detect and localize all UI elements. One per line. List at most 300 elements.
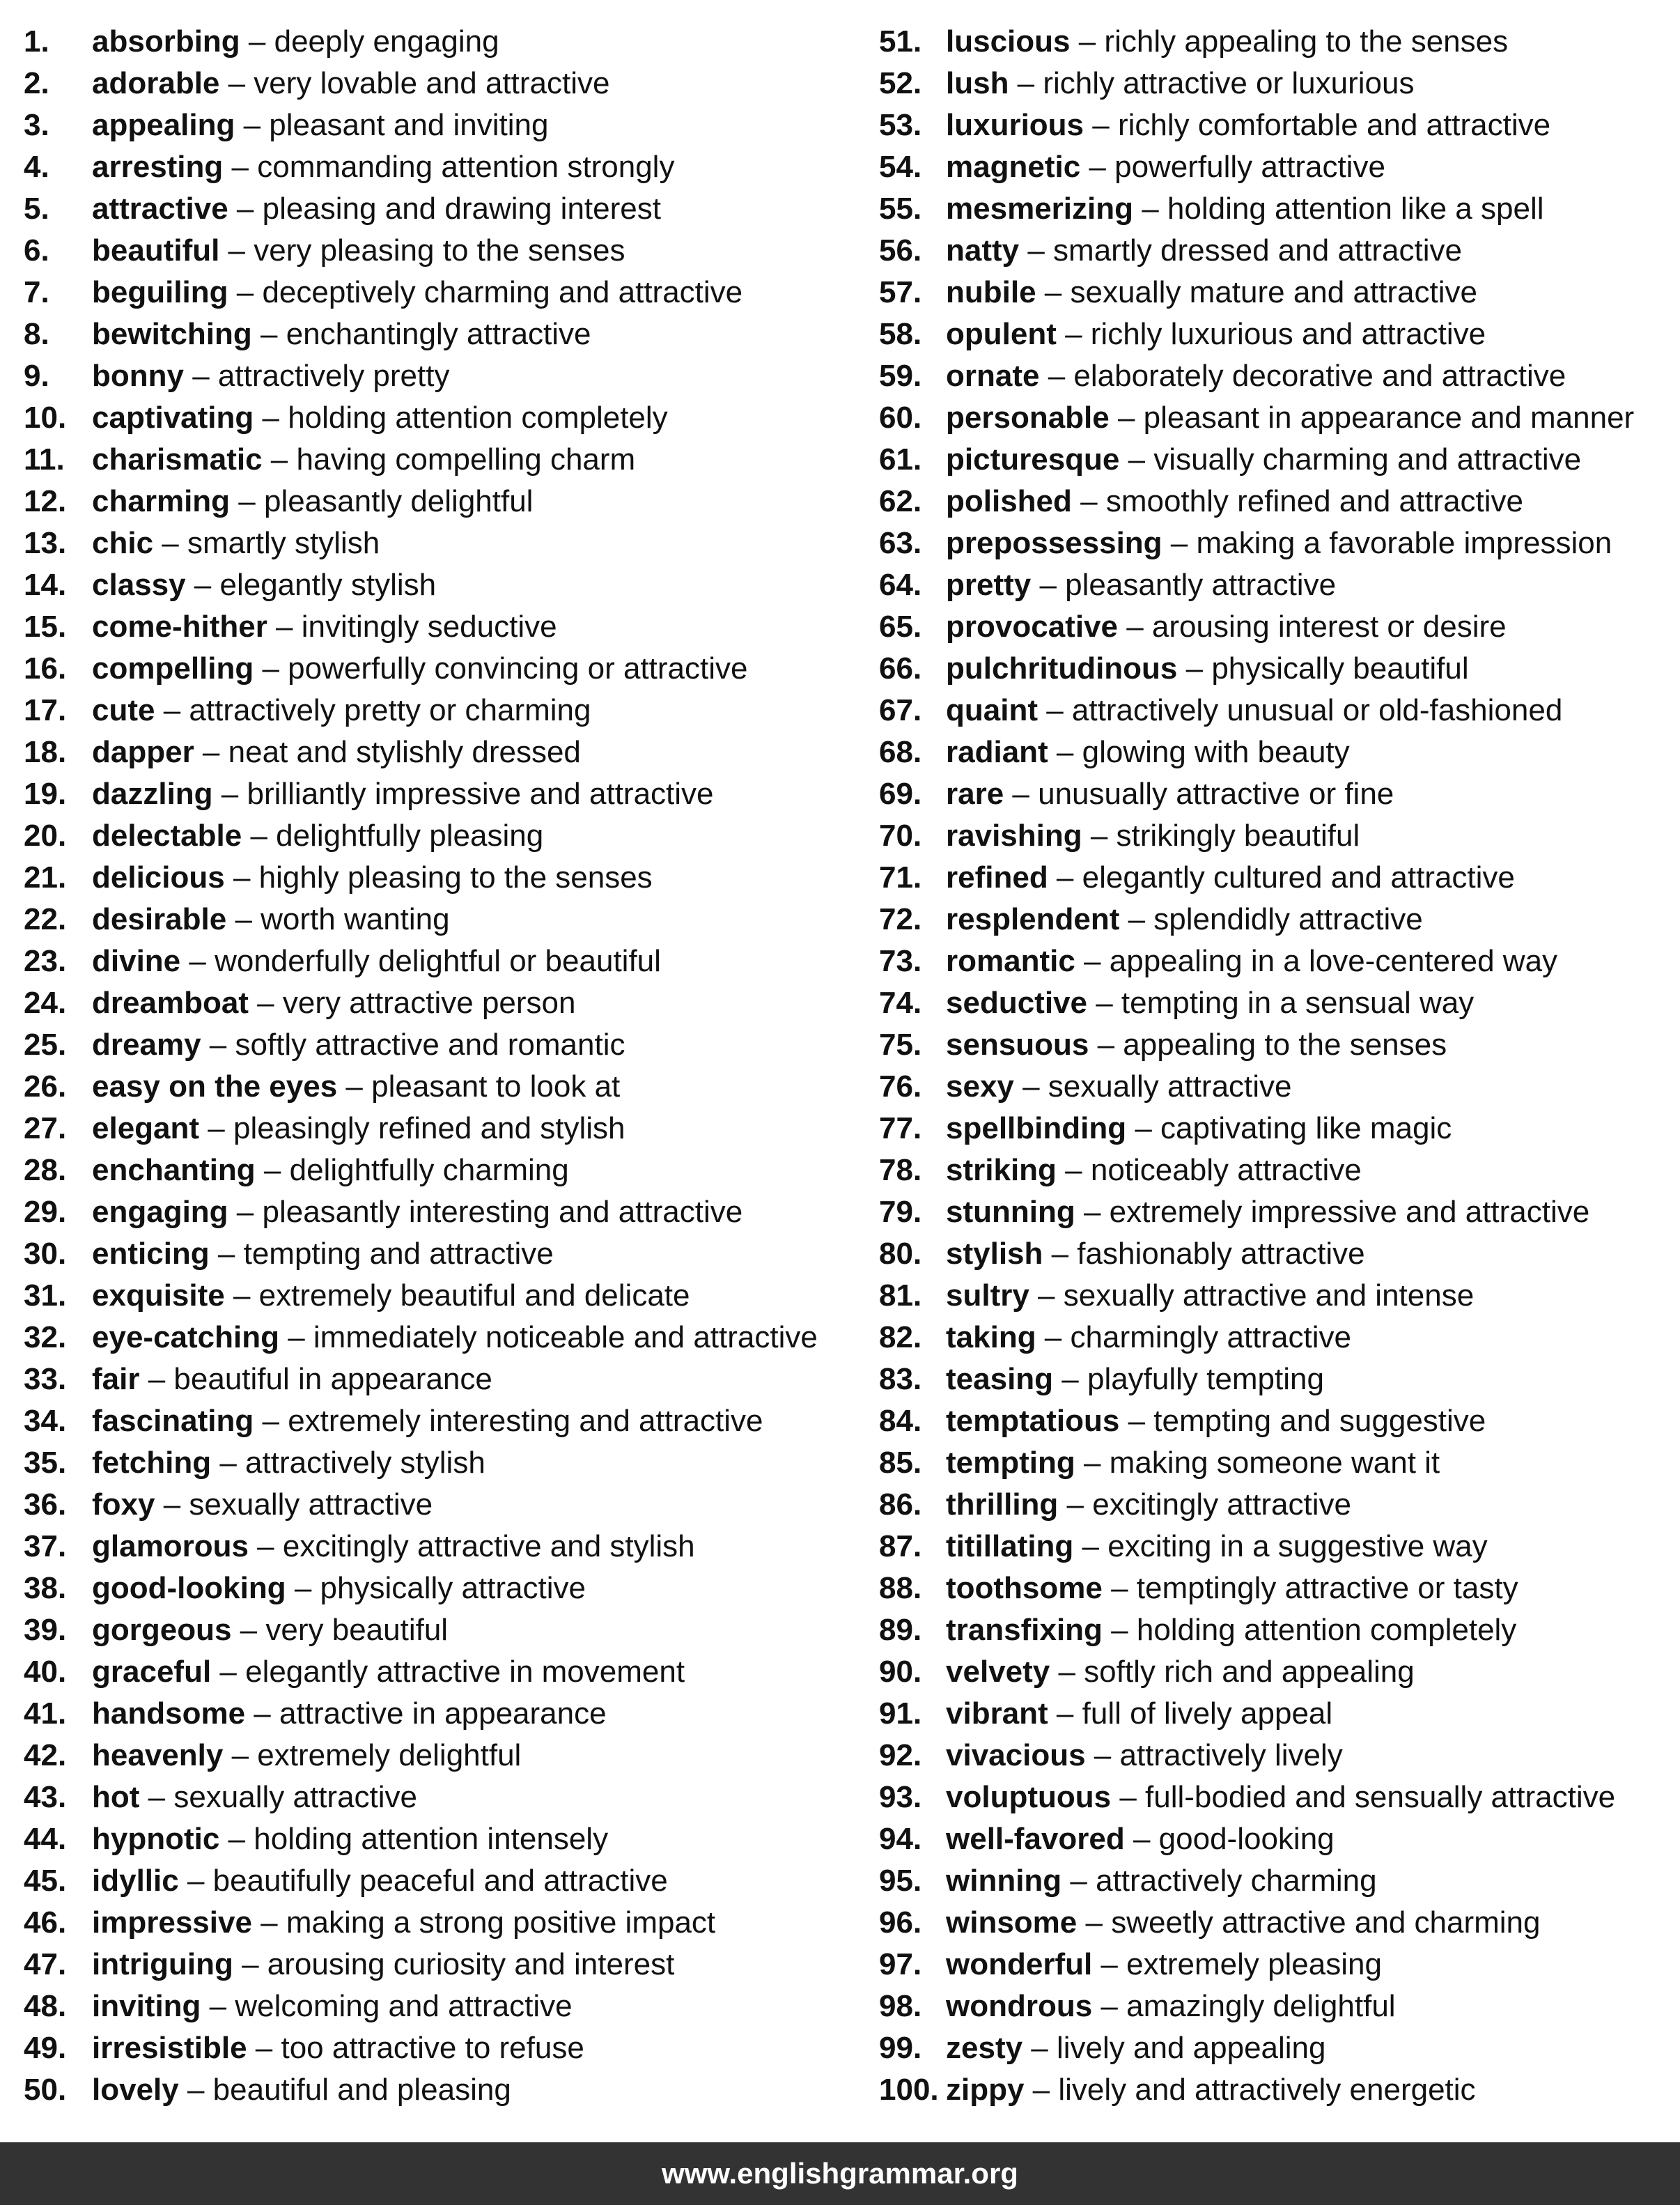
item-definition: – excitingly attractive	[1058, 1487, 1351, 1522]
item-number: 67.	[879, 693, 922, 727]
item-term: resplendent	[946, 902, 1120, 936]
item-number: 35.	[24, 1446, 67, 1480]
right-column	[879, 21, 1673, 2111]
item-definition: – holding attention intensely	[219, 1822, 609, 1856]
item-definition: – attractive in appearance	[245, 1696, 607, 1731]
list-item	[879, 1359, 1673, 1400]
item-term: captivating	[92, 401, 254, 435]
item-number: 21.	[24, 860, 67, 895]
item-number: 49.	[24, 2031, 67, 2065]
item-term: winsome	[946, 1905, 1078, 1940]
item-number: 79.	[879, 1195, 922, 1229]
item-definition: – holding attention completely	[254, 401, 668, 435]
item-term: idyllic	[92, 1864, 179, 1898]
list-item	[879, 1777, 1673, 1818]
item-number: 3.	[24, 108, 49, 142]
item-number: 23.	[24, 944, 67, 978]
item-term: sultry	[946, 1278, 1029, 1313]
item-number: 55.	[879, 192, 922, 226]
item-term: charming	[92, 484, 231, 518]
list-item	[879, 1944, 1673, 1986]
item-definition: – neat and stylishly dressed	[194, 735, 581, 769]
item-definition: – splendidly attractive	[1119, 902, 1423, 936]
item-definition: – sexually attractive and intense	[1029, 1278, 1475, 1313]
list-item	[24, 1902, 860, 1944]
list-item	[24, 1400, 860, 1442]
item-number: 15.	[24, 610, 67, 644]
item-definition: – sexually attractive	[155, 1487, 433, 1522]
item-term: opulent	[946, 317, 1057, 351]
item-term: spellbinding	[946, 1111, 1127, 1145]
item-definition: – extremely delightful	[223, 1738, 522, 1772]
list-item	[24, 21, 860, 63]
item-term: absorbing	[92, 24, 240, 59]
item-term: vibrant	[946, 1696, 1048, 1731]
item-term: exquisite	[92, 1278, 225, 1313]
item-term: picturesque	[946, 442, 1120, 477]
item-definition: – physically beautiful	[1177, 651, 1469, 686]
item-term: charismatic	[92, 442, 263, 477]
item-number: 53.	[879, 108, 922, 142]
item-definition: – lively and appealing	[1022, 2031, 1326, 2065]
list-item	[24, 732, 860, 773]
item-term: glamorous	[92, 1529, 249, 1563]
list-item	[879, 523, 1673, 564]
item-term: striking	[946, 1153, 1057, 1187]
list-item	[24, 1944, 860, 1986]
list-item	[24, 982, 860, 1024]
item-number: 37.	[24, 1529, 67, 1563]
item-term: divine	[92, 944, 181, 978]
item-term: dapper	[92, 735, 194, 769]
item-number: 16.	[24, 651, 67, 686]
item-definition: – amazingly delightful	[1092, 1989, 1396, 2023]
item-term: thrilling	[946, 1487, 1059, 1522]
item-number: 30.	[24, 1237, 67, 1271]
item-definition: – very pleasing to the senses	[219, 233, 625, 268]
item-term: delicious	[92, 860, 225, 895]
item-term: seductive	[946, 986, 1087, 1020]
item-definition: – too attractive to refuse	[247, 2031, 584, 2065]
item-term: heavenly	[92, 1738, 224, 1772]
item-term: refined	[946, 860, 1048, 895]
list-item	[24, 1484, 860, 1526]
list-item	[879, 564, 1673, 606]
list-item	[24, 63, 860, 105]
item-number: 96.	[879, 1905, 922, 1940]
item-term: good-looking	[92, 1571, 286, 1605]
item-term: toothsome	[946, 1571, 1103, 1605]
item-definition: – fashionably attractive	[1043, 1237, 1365, 1271]
item-number: 83.	[879, 1362, 922, 1396]
item-term: personable	[946, 401, 1110, 435]
item-term: fascinating	[92, 1404, 254, 1438]
item-definition: – noticeably attractive	[1056, 1153, 1362, 1187]
list-item	[24, 1442, 860, 1484]
item-number: 59.	[879, 359, 922, 393]
list-item	[879, 481, 1673, 523]
item-definition: – tempting in a sensual way	[1087, 986, 1475, 1020]
item-definition: – beautiful in appearance	[139, 1362, 492, 1396]
item-term: magnetic	[946, 150, 1081, 184]
item-definition: – elegantly cultured and attractive	[1048, 860, 1515, 895]
item-term: stunning	[946, 1195, 1075, 1229]
item-number: 61.	[879, 442, 922, 477]
item-definition: – exciting in a suggestive way	[1073, 1529, 1488, 1563]
list-item	[879, 1818, 1673, 1860]
item-definition: – arousing curiosity and interest	[233, 1947, 675, 1981]
item-number: 2.	[24, 66, 49, 100]
item-term: chic	[92, 526, 154, 560]
item-definition: – pleasingly refined and stylish	[199, 1111, 625, 1145]
list-item	[879, 2027, 1673, 2069]
item-term: voluptuous	[946, 1780, 1112, 1814]
item-number: 11.	[24, 442, 65, 477]
item-term: radiant	[946, 735, 1048, 769]
item-definition: – appealing to the senses	[1089, 1028, 1447, 1062]
list-item	[24, 648, 860, 690]
item-definition: – tempting and attractive	[209, 1237, 554, 1271]
word-list	[0, 21, 1680, 2110]
list-item	[879, 1400, 1673, 1442]
item-number: 36.	[24, 1487, 67, 1522]
item-number: 39.	[24, 1613, 67, 1647]
item-number: 69.	[879, 777, 922, 811]
item-term: appealing	[92, 108, 235, 142]
item-number: 50.	[24, 2073, 67, 2107]
item-definition: – delightfully charming	[255, 1153, 569, 1187]
website-url: www.englishgrammar.org	[662, 2157, 1018, 2190]
list-item	[879, 1150, 1673, 1191]
item-term: intriguing	[92, 1947, 233, 1981]
list-item	[879, 314, 1673, 355]
item-definition: – powerfully attractive	[1080, 150, 1385, 184]
item-number: 73.	[879, 944, 922, 978]
item-number: 95.	[879, 1864, 922, 1898]
item-term: hypnotic	[92, 1822, 220, 1856]
list-item	[24, 1108, 860, 1150]
item-term: temptatious	[946, 1404, 1120, 1438]
item-term: desirable	[92, 902, 227, 936]
item-number: 87.	[879, 1529, 922, 1563]
item-term: winning	[946, 1864, 1062, 1898]
left-column	[24, 21, 860, 2111]
list-item	[879, 732, 1673, 773]
list-item	[24, 2069, 860, 2111]
list-item	[24, 1860, 860, 1902]
list-item	[24, 899, 860, 941]
item-definition: – holding attention completely	[1102, 1613, 1517, 1647]
item-definition: – holding attention like a spell	[1133, 192, 1544, 226]
item-term: vivacious	[946, 1738, 1086, 1772]
item-definition: – making a favorable impression	[1162, 526, 1612, 560]
item-definition: – arousing interest or desire	[1117, 610, 1507, 644]
item-number: 64.	[879, 568, 922, 602]
item-definition: – pleasing and drawing interest	[228, 192, 661, 226]
item-definition: – extremely beautiful and delicate	[224, 1278, 690, 1313]
item-term: come-hither	[92, 610, 267, 644]
list-item	[879, 1693, 1673, 1735]
item-definition: – pleasantly attractive	[1031, 568, 1337, 602]
item-number: 89.	[879, 1613, 922, 1647]
item-number: 57.	[879, 275, 922, 309]
item-term: lovely	[92, 2073, 179, 2107]
item-term: attractive	[92, 192, 228, 226]
item-term: bewitching	[92, 317, 252, 351]
item-definition: – worth wanting	[226, 902, 450, 936]
item-number: 45.	[24, 1864, 67, 1898]
item-number: 88.	[879, 1571, 922, 1605]
list-item	[24, 1066, 860, 1108]
item-number: 97.	[879, 1947, 922, 1981]
item-definition: – elegantly stylish	[185, 568, 437, 602]
item-definition: – deceptively charming and attractive	[228, 275, 743, 309]
list-item	[24, 1359, 860, 1400]
item-number: 19.	[24, 777, 67, 811]
item-definition: – elaborately decorative and attractive	[1039, 359, 1566, 393]
item-definition: – welcoming and attractive	[201, 1989, 573, 2023]
item-number: 20.	[24, 819, 67, 853]
item-definition: – softly attractive and romantic	[201, 1028, 625, 1062]
item-definition: – pleasant to look at	[337, 1069, 621, 1104]
list-item	[24, 1233, 860, 1275]
item-term: titillating	[946, 1529, 1074, 1563]
item-number: 68.	[879, 735, 922, 769]
list-item	[24, 230, 860, 272]
item-definition: – delightfully pleasing	[242, 819, 544, 853]
item-term: beguiling	[92, 275, 228, 309]
item-definition: – lively and attractively energetic	[1024, 2073, 1476, 2107]
list-item	[879, 690, 1673, 732]
item-number: 80.	[879, 1237, 922, 1271]
list-item	[24, 2027, 860, 2069]
item-definition: – temptingly attractive or tasty	[1102, 1571, 1518, 1605]
item-definition: – making a strong positive impact	[251, 1905, 716, 1940]
list-item	[24, 1024, 860, 1066]
list-item	[879, 1526, 1673, 1568]
item-number: 77.	[879, 1111, 922, 1145]
item-term: tempting	[946, 1446, 1075, 1480]
item-term: irresistible	[92, 2031, 247, 2065]
item-number: 43.	[24, 1780, 67, 1814]
item-number: 34.	[24, 1404, 67, 1438]
item-definition: – attractively lively	[1085, 1738, 1343, 1772]
item-definition: – softly rich and appealing	[1050, 1655, 1415, 1689]
item-number: 26.	[24, 1069, 67, 1104]
item-term: well-favored	[946, 1822, 1125, 1856]
item-number: 8.	[24, 317, 49, 351]
item-definition: – commanding attention strongly	[223, 150, 675, 184]
item-number: 38.	[24, 1571, 67, 1605]
item-definition: – tempting and suggestive	[1119, 1404, 1486, 1438]
item-definition: – deeply engaging	[240, 24, 499, 59]
item-term: zippy	[946, 2073, 1025, 2107]
list-item	[879, 1108, 1673, 1150]
item-number: 82.	[879, 1320, 922, 1354]
list-item	[24, 1526, 860, 1568]
item-definition: – very lovable and attractive	[219, 66, 610, 100]
item-term: impressive	[92, 1905, 252, 1940]
item-definition: – appealing in a love-centered way	[1075, 944, 1558, 978]
list-item	[24, 272, 860, 314]
item-number: 98.	[879, 1989, 922, 2023]
item-definition: – unusually attractive or fine	[1004, 777, 1394, 811]
item-term: dazzling	[92, 777, 213, 811]
item-definition: – elegantly attractive in movement	[211, 1655, 685, 1689]
item-term: ravishing	[946, 819, 1082, 853]
item-number: 91.	[879, 1696, 922, 1731]
list-item	[24, 1150, 860, 1191]
item-term: easy on the eyes	[92, 1069, 338, 1104]
list-item	[879, 857, 1673, 899]
list-item	[879, 355, 1673, 397]
item-definition: – attractively pretty or charming	[155, 693, 591, 727]
item-definition: – sexually attractive	[1013, 1069, 1292, 1104]
list-item	[879, 1568, 1673, 1609]
list-item	[24, 523, 860, 564]
item-number: 75.	[879, 1028, 922, 1062]
item-definition: – attractively stylish	[211, 1446, 485, 1480]
list-item	[24, 857, 860, 899]
item-number: 42.	[24, 1738, 67, 1772]
item-definition: – having compelling charm	[262, 442, 636, 477]
item-number: 10.	[24, 401, 67, 435]
item-number: 1.	[24, 24, 49, 59]
item-definition: – very beautiful	[231, 1613, 449, 1647]
item-term: elegant	[92, 1111, 200, 1145]
item-term: engaging	[92, 1195, 228, 1229]
list-item	[879, 1442, 1673, 1484]
list-item	[24, 773, 860, 815]
item-definition: – attractively charming	[1061, 1864, 1377, 1898]
item-definition: – extremely interesting and attractive	[254, 1404, 763, 1438]
item-number: 32.	[24, 1320, 67, 1354]
item-term: provocative	[946, 610, 1118, 644]
item-definition: – immediately noticeable and attractive	[279, 1320, 818, 1354]
footer-banner	[0, 2142, 1680, 2205]
item-term: delectable	[92, 819, 242, 853]
item-term: ornate	[946, 359, 1040, 393]
item-definition: – charmingly attractive	[1036, 1320, 1351, 1354]
item-number: 86.	[879, 1487, 922, 1522]
item-definition: – sweetly attractive and charming	[1077, 1905, 1541, 1940]
item-definition: – smartly stylish	[153, 526, 380, 560]
item-number: 18.	[24, 735, 67, 769]
list-item	[24, 397, 860, 439]
item-definition: – excitingly attractive and stylish	[248, 1529, 695, 1563]
item-term: dreamy	[92, 1028, 201, 1062]
list-item	[879, 1191, 1673, 1233]
item-number: 4.	[24, 150, 49, 184]
list-item	[879, 648, 1673, 690]
item-definition: – sexually attractive	[139, 1780, 418, 1814]
list-item	[24, 564, 860, 606]
list-item	[879, 63, 1673, 105]
item-number: 60.	[879, 401, 922, 435]
item-definition: – smartly dressed and attractive	[1019, 233, 1462, 268]
item-definition: – invitingly seductive	[267, 610, 557, 644]
item-term: luxurious	[946, 108, 1084, 142]
item-number: 17.	[24, 693, 67, 727]
item-definition: – pleasant and inviting	[235, 108, 549, 142]
item-term: beautiful	[92, 233, 220, 268]
item-term: taking	[946, 1320, 1036, 1354]
list-item	[879, 439, 1673, 481]
item-term: pretty	[946, 568, 1032, 602]
item-definition: – highly pleasing to the senses	[224, 860, 653, 895]
list-item	[24, 1651, 860, 1693]
item-term: gorgeous	[92, 1613, 232, 1647]
list-item	[24, 1693, 860, 1735]
list-item	[24, 941, 860, 982]
item-number: 52.	[879, 66, 922, 100]
item-definition: – captivating like magic	[1126, 1111, 1452, 1145]
item-term: dreamboat	[92, 986, 249, 1020]
item-number: 94.	[879, 1822, 922, 1856]
item-number: 6.	[24, 233, 49, 268]
item-term: transfixing	[946, 1613, 1103, 1647]
list-item	[879, 815, 1673, 857]
item-definition: – glowing with beauty	[1048, 735, 1350, 769]
item-number: 5.	[24, 192, 49, 226]
item-number: 78.	[879, 1153, 922, 1187]
item-number: 22.	[24, 902, 67, 936]
list-item	[879, 1233, 1673, 1275]
item-definition: – playfully tempting	[1053, 1362, 1324, 1396]
item-term: fair	[92, 1362, 140, 1396]
item-definition: – strikingly beautiful	[1082, 819, 1360, 853]
item-definition: – beautiful and pleasing	[178, 2073, 511, 2107]
item-term: romantic	[946, 944, 1075, 978]
item-number: 25.	[24, 1028, 67, 1062]
item-term: lush	[946, 66, 1009, 100]
item-term: bonny	[92, 359, 184, 393]
list-item	[24, 439, 860, 481]
item-definition: – pleasant in appearance and manner	[1109, 401, 1635, 435]
item-number: 70.	[879, 819, 922, 853]
item-number: 29.	[24, 1195, 67, 1229]
list-item	[879, 105, 1673, 146]
item-number: 63.	[879, 526, 922, 560]
item-term: mesmerizing	[946, 192, 1133, 226]
item-number: 76.	[879, 1069, 922, 1104]
item-term: eye-catching	[92, 1320, 279, 1354]
item-term: zesty	[946, 2031, 1023, 2065]
list-item	[24, 1275, 860, 1317]
item-number: 31.	[24, 1278, 67, 1313]
item-term: polished	[946, 484, 1072, 518]
item-definition: – smoothly refined and attractive	[1071, 484, 1524, 518]
item-term: natty	[946, 233, 1020, 268]
item-term: adorable	[92, 66, 220, 100]
item-definition: – pleasantly delightful	[230, 484, 534, 518]
item-term: wondrous	[946, 1989, 1093, 2023]
item-number: 28.	[24, 1153, 67, 1187]
item-term: luscious	[946, 24, 1071, 59]
item-number: 90.	[879, 1655, 922, 1689]
list-item	[879, 982, 1673, 1024]
item-term: classy	[92, 568, 186, 602]
item-definition: – powerfully convincing or attractive	[254, 651, 748, 686]
list-item	[879, 2069, 1673, 2111]
item-term: handsome	[92, 1696, 246, 1731]
list-item	[24, 481, 860, 523]
item-term: fetching	[92, 1446, 212, 1480]
item-number: 100.	[879, 2073, 939, 2107]
item-number: 66.	[879, 651, 922, 686]
item-term: graceful	[92, 1655, 212, 1689]
item-term: cute	[92, 693, 155, 727]
